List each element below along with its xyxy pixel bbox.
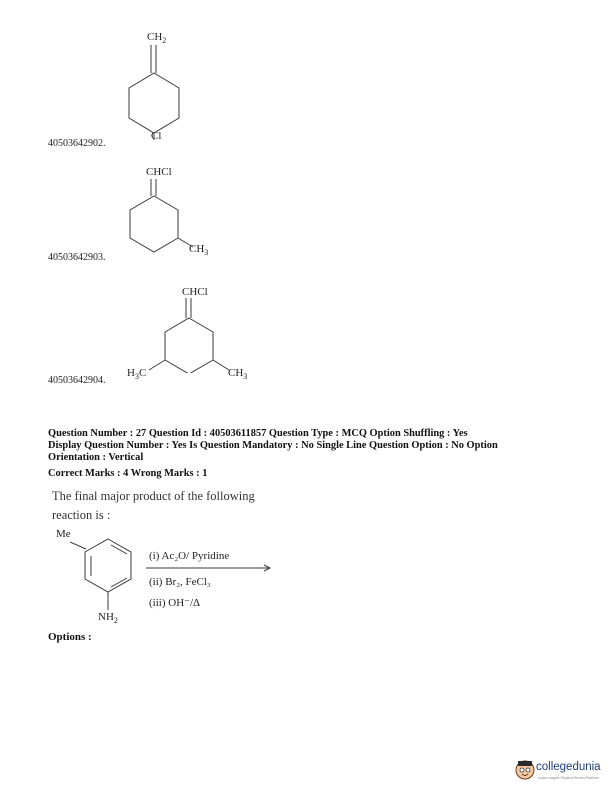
- option-1-id: 40503642902.: [48, 138, 106, 149]
- question-metadata: [48, 428, 588, 464]
- option-2-methyl-label: $CH_3$: [189, 243, 209, 258]
- options-label: Options :: [48, 631, 92, 643]
- reactant-methyl-label: Me: [56, 528, 71, 540]
- option-3-id: 40503642904.: [48, 375, 106, 386]
- option-2-id: 40503642903.: [48, 252, 106, 263]
- question-meta-line-2: Display Question Number : Yes Is Question Mandatory : No Single Line Question Option : No Option: [48, 440, 498, 451]
- option-3-right-methyl-label: $CH_3$: [228, 367, 248, 382]
- option-3-structure: [145, 298, 245, 373]
- reactant-amine-label: $NH_2$: [98, 611, 118, 626]
- option-1-bottom-label: Cl: [151, 130, 162, 142]
- reagent-step-1: (i) Ac₂O/ Pyridine: [149, 550, 230, 562]
- question-stem-line-1: The final major product of the following: [52, 489, 255, 503]
- reactant-benzene-ring: [70, 538, 145, 613]
- logo-mascot-icon: [515, 760, 535, 780]
- logo-tagline: India's largest Student Review Platform: [538, 776, 599, 780]
- reaction-arrow: [146, 564, 276, 572]
- question-stem-line-2: reaction is :: [52, 508, 111, 522]
- question-meta-line-1: Question Number : 27 Question Id : 40503611857 Question Type : MCQ Option Shuffling : Yes: [48, 428, 468, 439]
- question-meta-line-3: Orientation : Vertical: [48, 452, 144, 463]
- option-1-structure: [110, 45, 200, 140]
- option-3-left-methyl-label: $H_3C$: [127, 367, 147, 382]
- option-1-top-label: $CH_2$: [147, 31, 167, 46]
- reagent-step-2: (ii) Br₂, FeCl₃: [149, 576, 211, 588]
- option-2-top-label: CHCl: [146, 166, 172, 178]
- reagent-step-3: (iii) OH⁻/Δ: [149, 597, 201, 609]
- logo-wordmark: collegedunia: [536, 761, 601, 773]
- question-marks: Correct Marks : 4 Wrong Marks : 1: [48, 468, 208, 479]
- collegedunia-logo: [515, 758, 607, 784]
- option-3-top-label: CHCl: [182, 286, 208, 298]
